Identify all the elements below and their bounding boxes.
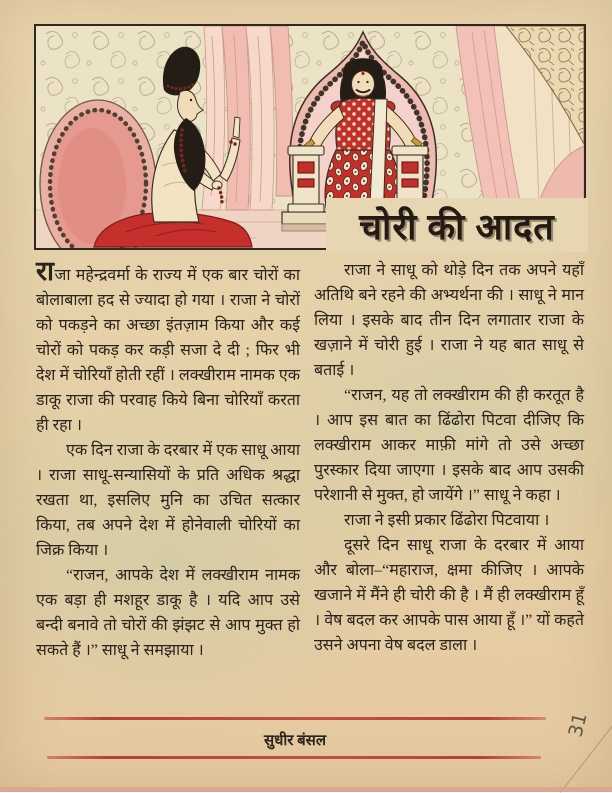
page-bottom-edge — [0, 787, 612, 792]
paragraph: “राजन, यह तो लक्खीराम की ही करतूत है । आप इस बात का ढिंढोरा पिटवा दीजिए कि लक्खीराम आकर माफ़ी मांगे तो उसे अच्छा पुरस्कार दिया जाएगा । इसके बाद आप उसकी परेशानी से मुक्त, हो जायेंगे ।” साधू ने कहा । — [314, 387, 584, 504]
author-name: सुधीर बंसल — [263, 733, 326, 749]
paragraph — [36, 258, 300, 438]
footer-rule-top — [44, 717, 546, 720]
footer-rule-bottom — [47, 756, 541, 759]
text-column-right — [314, 258, 584, 714]
drop-cap: रा — [36, 256, 55, 286]
title-block — [326, 198, 588, 252]
text-column-left — [36, 258, 300, 714]
paragraph: राजा ने साधू को थोड़े दिन तक अपने यहाँ अतिथि बने रहने की अभ्यर्थना की । साधू ने मान लिया । इसके बाद तीन दिन लगातार राजा के खज़ाने में चोरी हुई । राजा ने यह बात साधू से बताई । — [314, 262, 584, 379]
story-title: चोरी की आदत — [359, 206, 555, 247]
paragraph: एक दिन राजा के दरबार में एक साधू आया । राजा साधू-सन्यासियों के प्रति अधिक श्रद्धा रखता था, इसलिए मुनि का उचित सत्कार किया, तब अपने देश में होनेवाली चोरियों का जिक्र किया । — [36, 442, 300, 559]
handwritten-page-number: 31 — [564, 710, 592, 740]
paragraph: “राजन, आपके देश में लक्खीराम नामक एक बड़ा ही मशहूर डाकू है । यदि आप उसे बन्दी बनावे तो चोरों की झंझट से आप मुक्त हो सकते हैं ।” साधू ने समझाया । — [36, 567, 300, 659]
paragraph: राजा ने इसी प्रकार ढिंढोरा पिटवाया । — [344, 512, 550, 529]
paragraph: दूसरे दिन साधू राजा के दरबार में आया और बोला–“महाराज, क्षमा कीजिए । आपके खजाने में मैंने ही चोरी की है । मैं ही लक्खीराम हूँ । वेष बदल कर आपके पास आया हूँ ।” यों कहते उसने अपना वेष बदल डाला । — [314, 537, 584, 654]
king-tilak — [361, 72, 364, 75]
paragraph-text: जा महेन्द्रवर्मा के राज्य में एक बार चोरों का बोलाबाला हद से ज्यादा हो गया । राजा ने चोरों को पकड़ने का अच्छा इंतज़ाम किया और कई चोरों को पकड़ कर कड़ी सजा दे दी ; फिर भी देश में चोरियाँ होती रहीं । लक्खीराम नामक एक डाकू राजा की परवाह किये बिना चोरियाँ करता ही रहा । — [36, 267, 300, 434]
